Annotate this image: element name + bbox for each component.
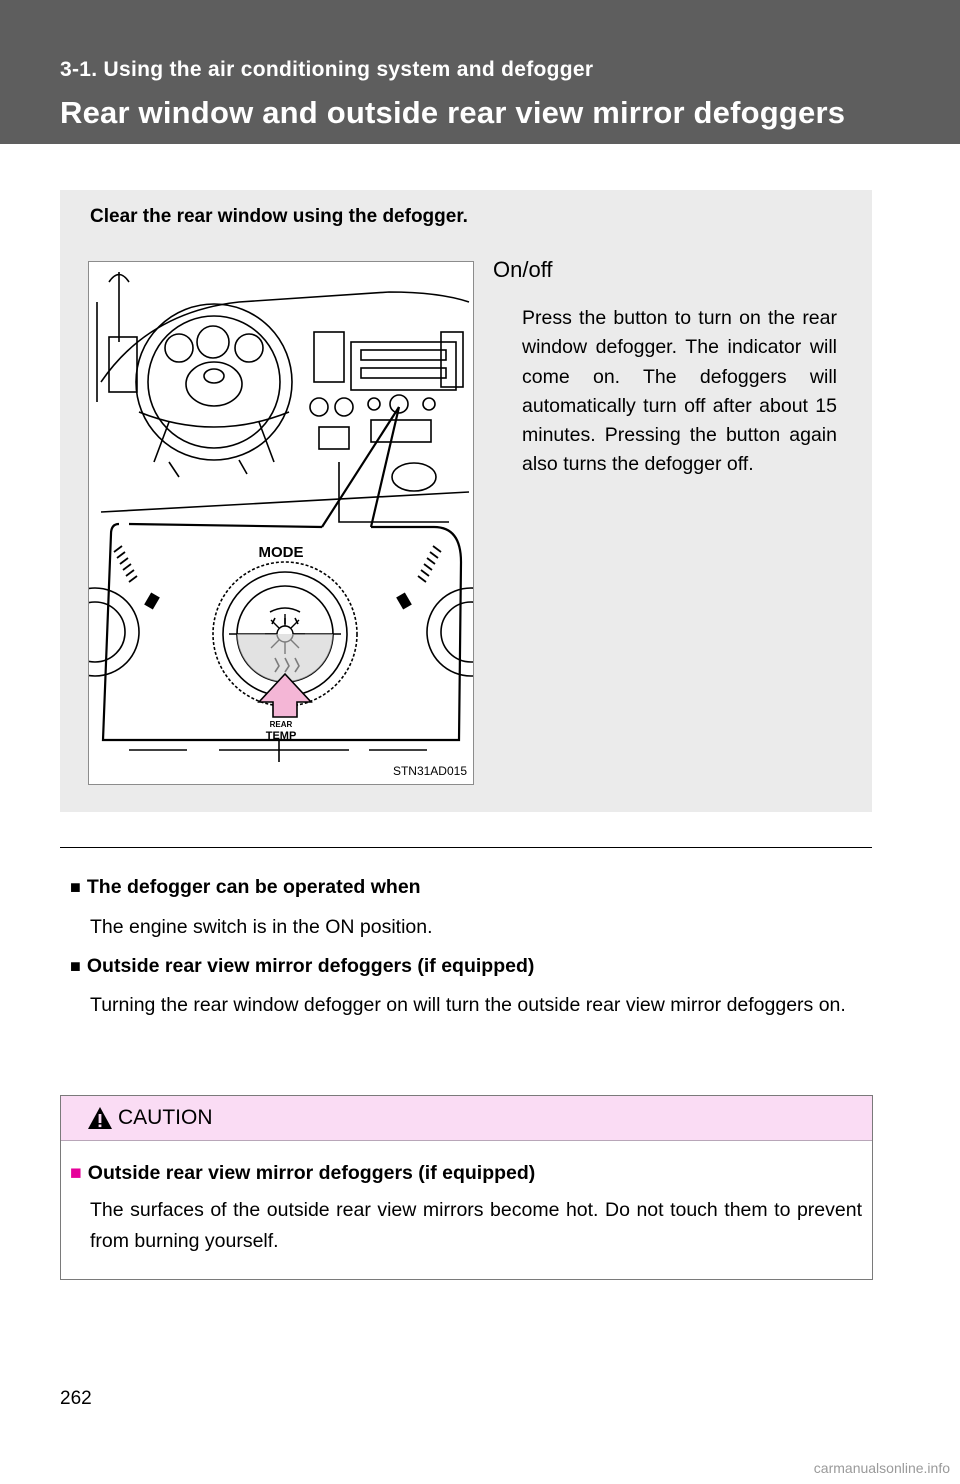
caution-header (61, 1096, 872, 1141)
caution-body: The surfaces of the outside rear view mirrors become hot. Do not touch them to prevent from burning yourself. (90, 1199, 862, 1252)
note-body-mirror: Turning the rear window defogger on will turn the outside rear view mirror defoggers on. (90, 994, 846, 1016)
onoff-description: Press the button to turn on the rear window defogger. The indicator will come on. The defoggers will automatically turn off after about 15 minutes. Pressing the button again also turns the defogger off. (522, 307, 837, 476)
watermark: carmanualsonline.info (813, 1460, 950, 1476)
caution-box (60, 1095, 873, 1280)
instruction-heading: Clear the rear window using the defogger. (90, 206, 468, 227)
page-title: Rear window and outside rear view mirror defoggers (60, 95, 846, 130)
onoff-title: On/off (493, 257, 553, 282)
note-heading-text: Outside rear view mirror defoggers (if equipped) (86, 955, 535, 977)
mode-label: MODE (258, 544, 304, 561)
warning-triangle-icon (87, 1106, 113, 1130)
rear-label: REAR (269, 720, 293, 729)
caution-bullet: ■ (70, 1162, 82, 1184)
caution-heading (70, 1162, 535, 1185)
page-number: 262 (60, 1388, 92, 1409)
note-heading-mirror (70, 955, 534, 978)
note-heading-operation (70, 876, 421, 899)
section-title: 3-1. Using the air conditioning system and defogger (60, 58, 594, 81)
temp-label: TEMP (265, 730, 297, 742)
note-body-operation: The engine switch is in the ON position. (90, 916, 433, 938)
page-header (0, 0, 960, 144)
section-divider (60, 847, 872, 848)
note-bullet: ■ (70, 956, 81, 976)
caution-heading-text: Outside rear view mirror defoggers (if equipped) (87, 1162, 536, 1184)
note-bullet: ■ (70, 877, 81, 897)
defogger-illustration (88, 261, 474, 785)
note-heading-text: The defogger can be operated when (86, 876, 421, 898)
caution-label: CAUTION (118, 1106, 213, 1129)
dashboard-drawing (89, 262, 473, 784)
figure-code: STN31AD015 (392, 764, 467, 778)
